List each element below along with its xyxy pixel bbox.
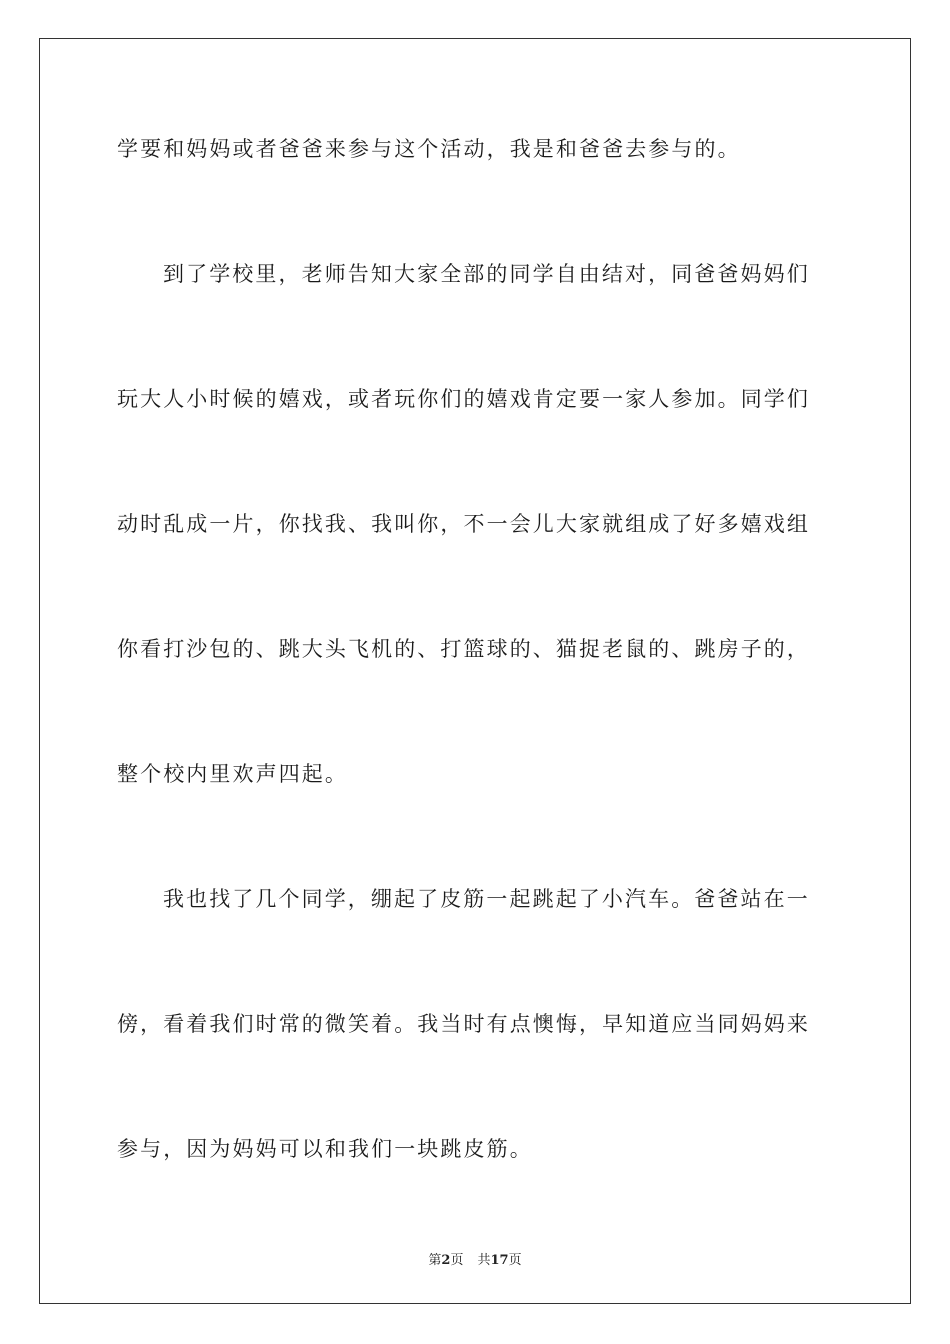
page-footer — [0, 1249, 950, 1268]
text-line-2: 到了学校里，老师告知大家全部的同学自由结对，同爸爸妈妈们 — [163, 262, 810, 286]
page-label-prefix: 第 — [428, 1253, 442, 1268]
text-line-9: 参与，因为妈妈可以和我们一块跳皮筋。 — [117, 1137, 533, 1161]
text-line-4: 动时乱成一片，你找我、我叫你，不一会儿大家就组成了好多嬉戏组 — [117, 512, 810, 536]
total-label-prefix: 共 — [477, 1253, 491, 1268]
text-line-7: 我也找了几个同学，绷起了皮筋一起跳起了小汽车。爸爸站在一 — [163, 887, 810, 911]
total-pages: 17 — [490, 1253, 509, 1268]
total-label-suffix: 页 — [508, 1253, 522, 1268]
text-line-8: 傍，看着我们时常的微笑着。我当时有点懊悔，早知道应当同妈妈来 — [117, 1012, 810, 1036]
text-line-3: 玩大人小时候的嬉戏，或者玩你们的嬉戏肯定要一家人参加。同学们 — [117, 387, 810, 411]
text-line-6: 整个校内里欢声四起。 — [117, 762, 348, 786]
page-label-suffix: 页 — [450, 1253, 464, 1268]
text-line-5: 你看打沙包的、跳大头飞机的、打篮球的、猫捉老鼠的、跳房子的， — [117, 637, 810, 661]
page-frame — [39, 38, 911, 1304]
page-number: 2 — [441, 1253, 451, 1268]
text-line-1: 学要和妈妈或者爸爸来参与这个活动，我是和爸爸去参与的。 — [117, 137, 741, 161]
